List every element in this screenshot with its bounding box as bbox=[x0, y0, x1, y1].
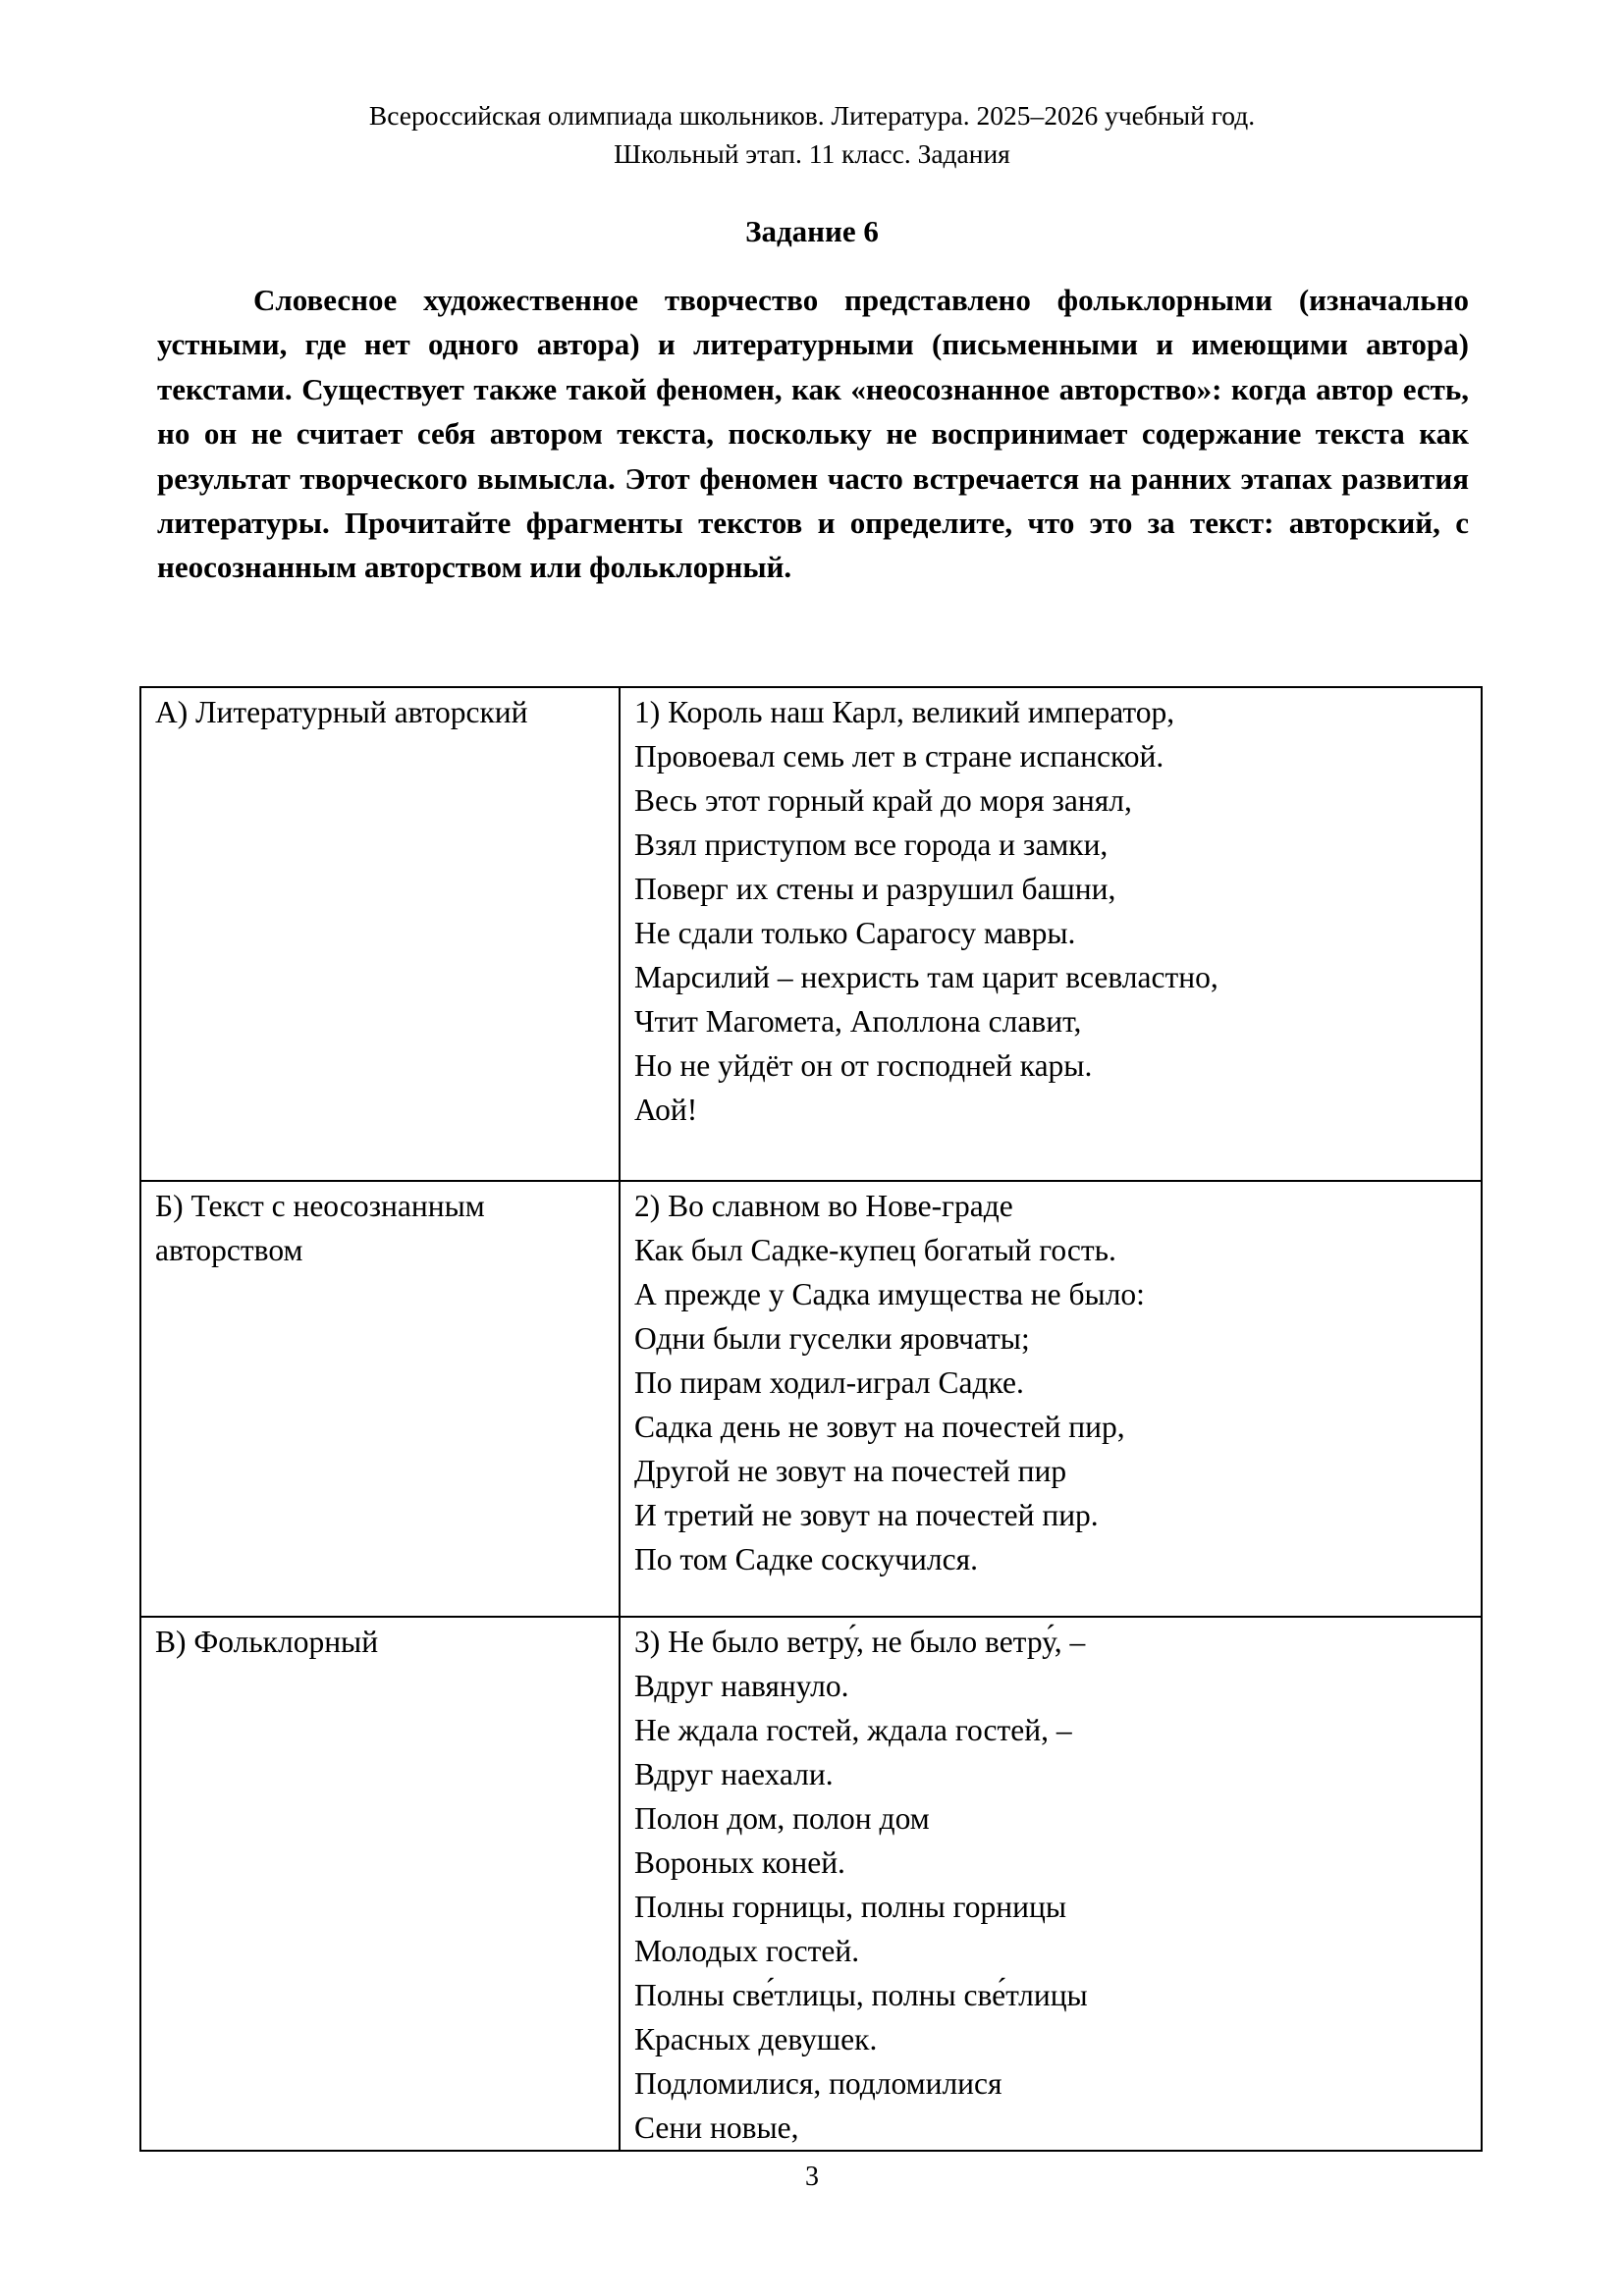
poem-line: А прежде у Садка имущества не было: bbox=[634, 1277, 1145, 1311]
page-header bbox=[0, 96, 1624, 173]
category-cell bbox=[140, 687, 620, 1181]
category-cell bbox=[140, 1617, 620, 2151]
table-row bbox=[140, 1181, 1482, 1617]
poem-line: Красных девушек. bbox=[634, 2022, 878, 2056]
poem-line: Провоевал семь лет в стране испанской. bbox=[634, 739, 1164, 774]
poem-line: Полны све́тлицы, полны све́тлицы bbox=[634, 1978, 1088, 2012]
text-cell bbox=[620, 1181, 1482, 1617]
poem-line: Полны горницы, полны горницы bbox=[634, 1890, 1067, 1924]
matching-table bbox=[139, 686, 1483, 2152]
page-number: 3 bbox=[805, 2162, 819, 2192]
poem-line: Марсилий – нехристь там царит всевластно, bbox=[634, 960, 1218, 994]
poem-line: Весь этот горный край до моря занял, bbox=[634, 783, 1132, 818]
poem-line: И третий не зовут на почестей пир. bbox=[634, 1498, 1099, 1532]
poem-line: Вороных коней. bbox=[634, 1845, 845, 1880]
poem-line: Поверг их стены и разрушил башни, bbox=[634, 872, 1116, 906]
poem-line: Сени новые, bbox=[634, 2110, 799, 2145]
poem-line: Не ждала гостей, ждала гостей, – bbox=[634, 1713, 1072, 1747]
task-title: Задание 6 bbox=[745, 214, 879, 248]
text-fragment-2 bbox=[634, 1182, 1469, 1581]
poem-line: Не сдали только Сарагосу мавры. bbox=[634, 916, 1076, 950]
poem-line: Взял приступом все города и замки, bbox=[634, 828, 1109, 862]
text-cell bbox=[620, 1617, 1482, 2151]
poem-line: По пирам ходил-играл Садке. bbox=[634, 1365, 1024, 1400]
poem-line: Как был Садке-купец богатый гость. bbox=[634, 1233, 1116, 1267]
poem-line: Полон дом, полон дом bbox=[634, 1801, 930, 1836]
poem-line: Одни были гуселки яровчаты; bbox=[634, 1321, 1030, 1356]
table-row bbox=[140, 687, 1482, 1181]
poem-line: 2) Во славном во Нове-граде bbox=[634, 1189, 1013, 1223]
poem-line: Другой не зовут на почестей пир bbox=[634, 1454, 1067, 1488]
poem-line: Чтит Магомета, Аполлона славит, bbox=[634, 1004, 1082, 1039]
poem-line: Аой! bbox=[634, 1093, 698, 1127]
text-cell bbox=[620, 687, 1482, 1181]
poem-line: По том Садке соскучился. bbox=[634, 1542, 978, 1576]
poem-line: 3) Не было ветру́, не было ветру́, – bbox=[634, 1625, 1086, 1659]
text-fragment-1 bbox=[634, 688, 1469, 1132]
text-fragment-3 bbox=[634, 1618, 1469, 2150]
table-row bbox=[140, 1617, 1482, 2151]
category-cell bbox=[140, 1181, 620, 1617]
task-intro-paragraph: Словесное художественное творчество представлено фольклорными (изначально устными, где нет одного автора) и литературными (письменными и имеющими автора) текстами. Существует также такой феномен, как «неосознанное авторство»: когда автор есть, но он не считает себя автором текста, поскольку не воспринимает содержание текста как результат творческого вымысла. Этот феномен часто встречается на ранних этапах развития литературы. Прочитайте фрагменты текстов и определите, что это за текст: авторский, с неосознанным авторством или фольклорный. bbox=[157, 283, 1469, 585]
poem-line: Подломилися, подломилися bbox=[634, 2066, 1002, 2101]
poem-line: Но не уйдёт он от господней кары. bbox=[634, 1048, 1093, 1083]
poem-line: Вдруг навянуло. bbox=[634, 1669, 849, 1703]
poem-line: 1) Король наш Карл, великий император, bbox=[634, 695, 1175, 729]
category-label: В) Фольклорный bbox=[155, 1625, 379, 1659]
category-label: А) Литературный авторский bbox=[155, 695, 528, 729]
poem-line: Вдруг наехали. bbox=[634, 1757, 834, 1791]
header-line-1: Всероссийская олимпиада школьников. Литература. 2025–2026 учебный год. bbox=[368, 100, 1256, 131]
poem-line: Садка день не зовут на почестей пир, bbox=[634, 1410, 1125, 1444]
poem-line: Молодых гостей. bbox=[634, 1934, 860, 1968]
header-line-2: Школьный этап. 11 класс. Задания bbox=[614, 138, 1010, 169]
category-label: Б) Текст с неосознанным авторством bbox=[155, 1189, 485, 1267]
